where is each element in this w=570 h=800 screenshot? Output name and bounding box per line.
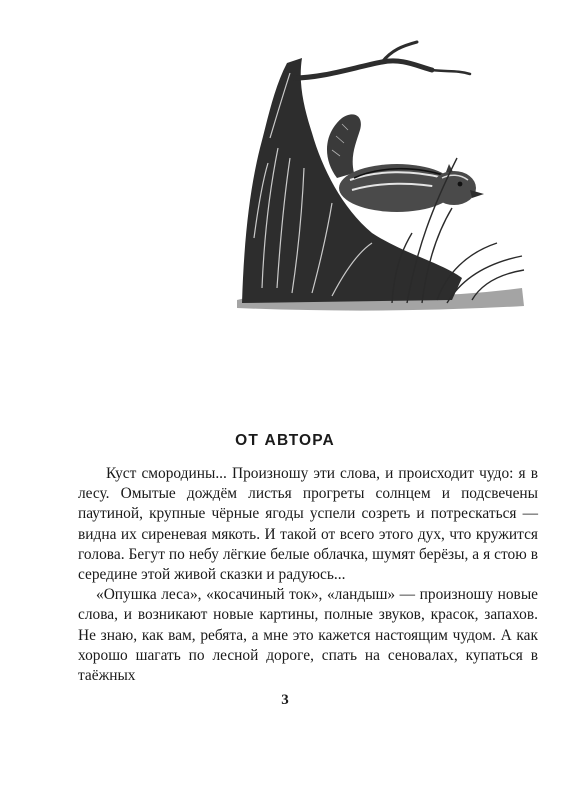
paragraph-2: «Опушка леса», «косачиный ток», «ландыш» — произношу новые слова, и возникают новые картины, полные звуков, красок, запахов. Не знаю, как вам, ребята, а мне это кажется настоящим чудом. А как хорошо шагать по лесной дороге, спать на сеновалах, купаться в таёжных [78, 586, 538, 685]
page-number: 3 [281, 692, 289, 708]
chipmunk-icon [232, 38, 532, 318]
paragraph-1: Куст смородины... Произношу эти слова, и происходит чудо: я в лесу. Омытые дождём листья прогреты солнцем и подсвечены паутиной, крупные чёрные ягоды успели созреть и потрескаться — видна их сиреневая мякоть. И такой от всего этого дух, что кружится голова. Бегут по небу лёгкие белые облачка, шумят берёзы, а я стою в середине этой живой сказки и радуюсь... [78, 465, 538, 584]
chapter-heading: ОТ АВТОРА [235, 432, 335, 449]
body-text [78, 464, 538, 686]
chipmunk-illustration [232, 38, 532, 318]
